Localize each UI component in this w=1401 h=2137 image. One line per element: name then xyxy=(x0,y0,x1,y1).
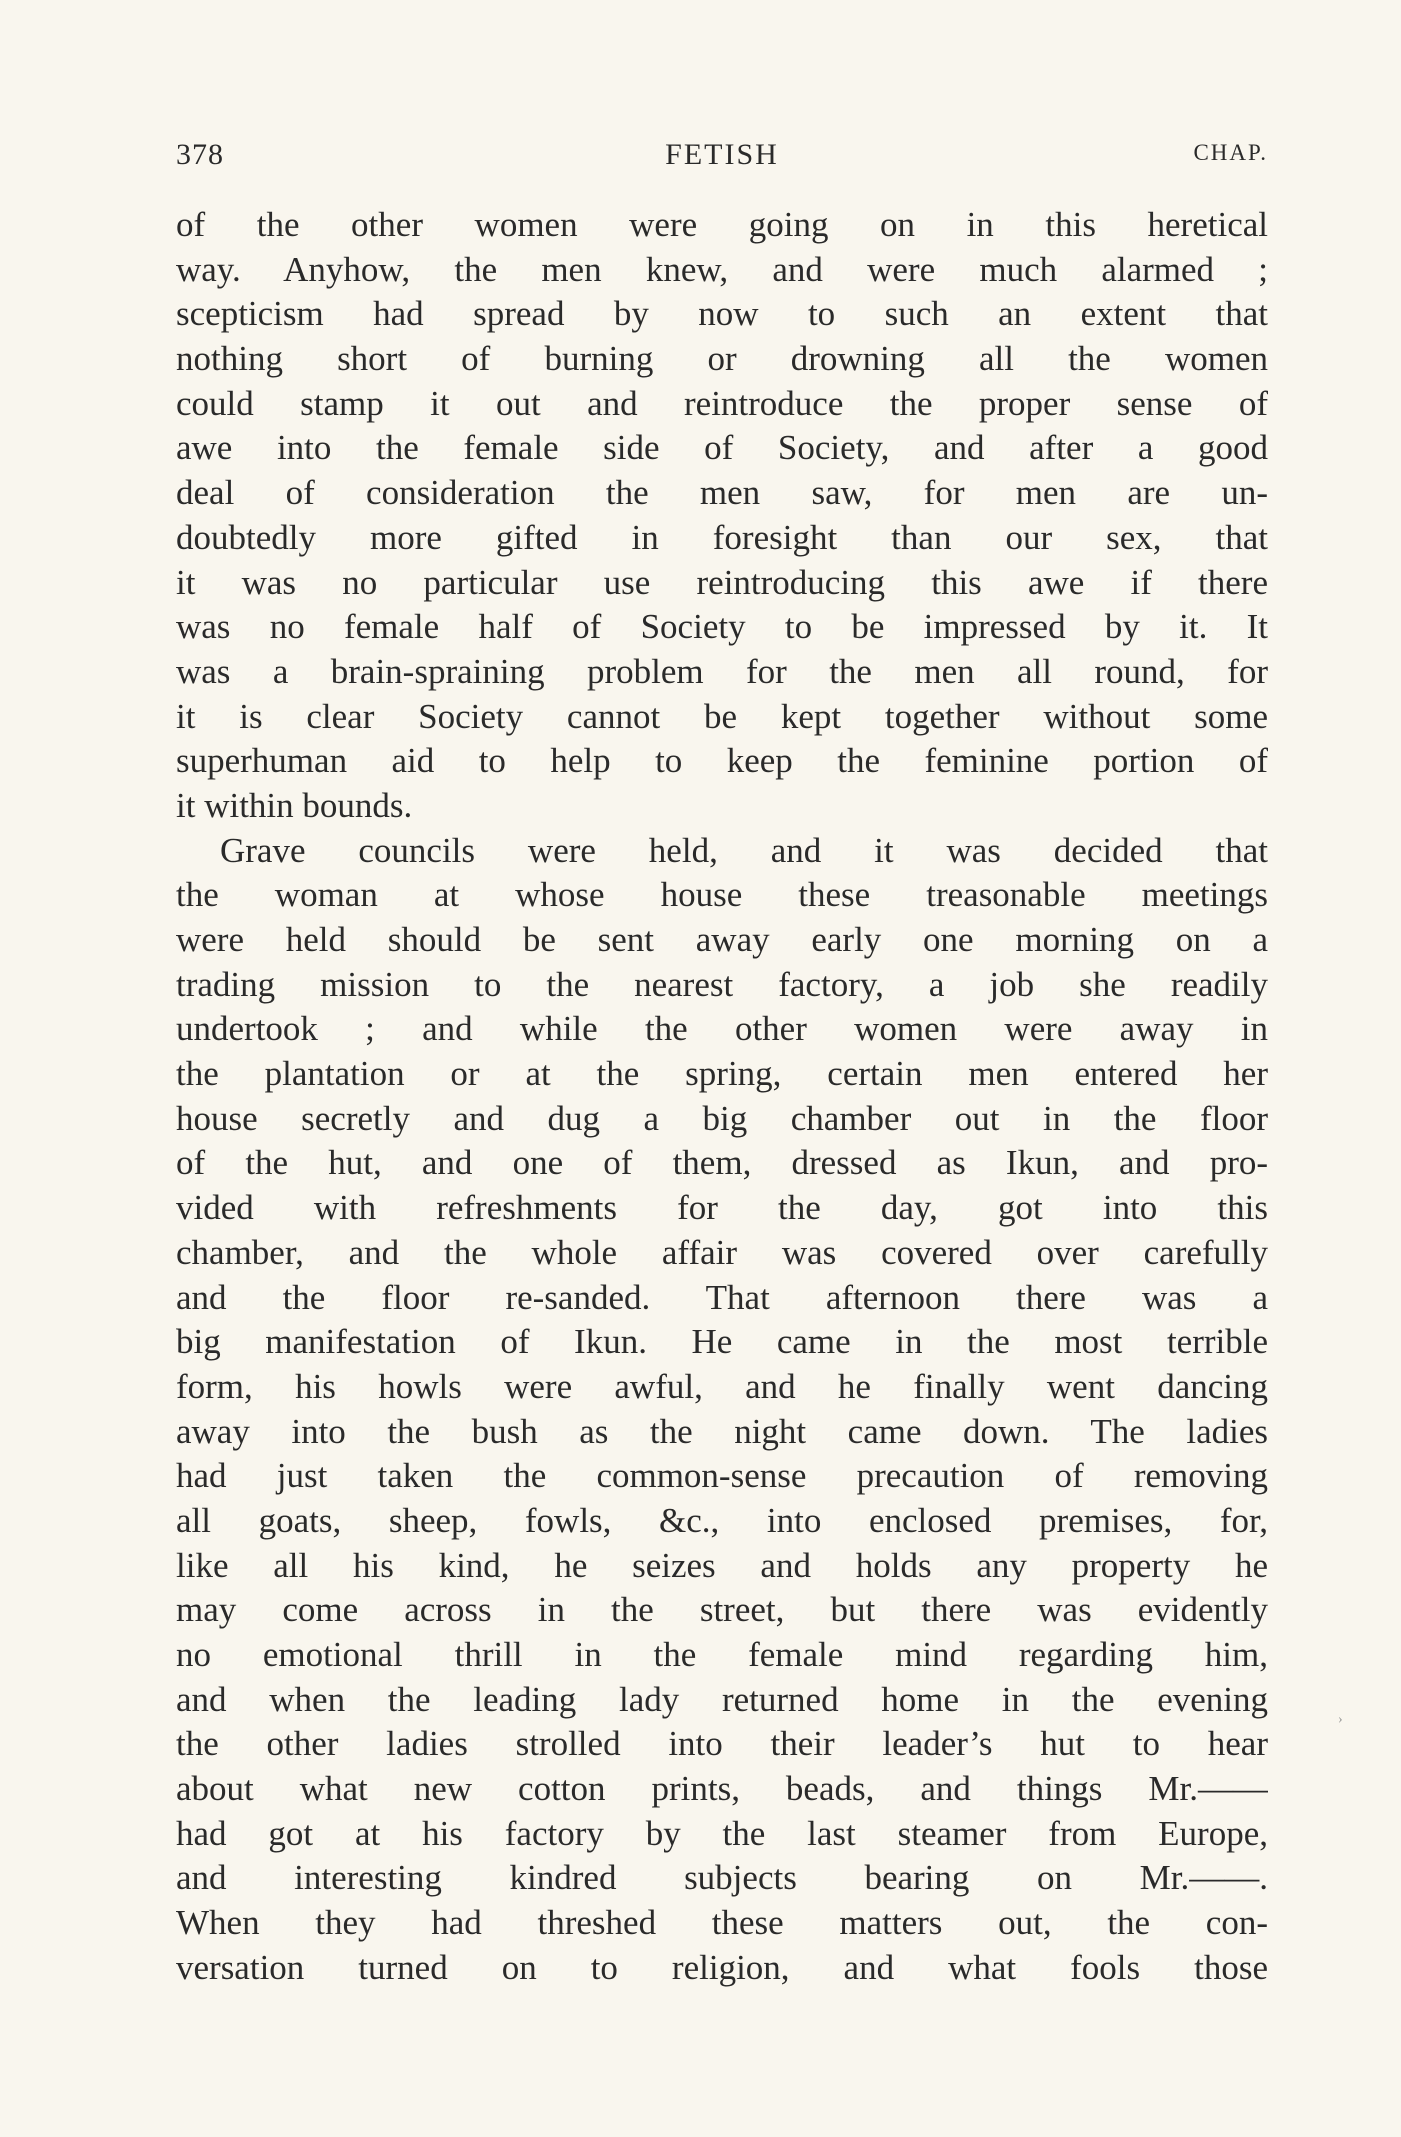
text-line: doubtedly more gifted in foresight than our sex, that xyxy=(176,517,1268,557)
text-line: vided with refreshments for the day, got into this xyxy=(176,1188,1268,1228)
text-line: chamber, and the whole affair was covered over carefully xyxy=(176,1232,1268,1272)
text-line: no emotional thrill in the female mind regarding him, xyxy=(176,1635,1268,1674)
text-line: the plantation or at the spring, certain men entered her xyxy=(176,1054,1268,1094)
text-line: and the floor re-sanded. That afternoon there was a xyxy=(176,1277,1268,1317)
text-line: it is clear Society cannot be kept together without some xyxy=(176,696,1268,736)
page-number: 378 xyxy=(176,138,224,171)
text-line: all goats, sheep, fowls, &c., into enclosed premises, for, xyxy=(176,1500,1268,1540)
running-header xyxy=(176,138,1268,178)
text-line: big manifestation of Ikun. He came in the most terrible xyxy=(176,1322,1268,1362)
text-line: were held should be sent away early one morning on a xyxy=(176,920,1268,959)
text-line: had just taken the common-sense precaution of removing xyxy=(176,1456,1268,1496)
text-line: nothing short of burning or drowning all the women xyxy=(176,339,1268,379)
chapter-abbreviation: CHAP. xyxy=(1193,140,1268,165)
paragraph-2 xyxy=(176,829,1268,1991)
running-title: FETISH xyxy=(665,138,779,171)
body-text xyxy=(176,203,1268,1991)
text-line: undertook ; and while the other women were away in xyxy=(176,1009,1268,1049)
text-line: and when the leading lady returned home in the evening xyxy=(176,1679,1268,1719)
text-line: it was no particular use reintroducing this awe if there xyxy=(176,562,1268,602)
text-line: house secretly and dug a big chamber out in the floor xyxy=(176,1098,1268,1138)
text-line: superhuman aid to help to keep the feminine portion of xyxy=(176,741,1268,781)
text-line: versation turned on to religion, and what fools those xyxy=(176,1947,1268,1987)
text-line: away into the bush as the night came down. The ladies xyxy=(176,1411,1268,1451)
text-line: was no female half of Society to be impressed by it. It xyxy=(176,607,1268,647)
text-line: could stamp it out and reintroduce the proper sense of xyxy=(176,383,1268,423)
text-line: of the hut, and one of them, dressed as Ikun, and pro- xyxy=(176,1143,1268,1183)
text-line: it within bounds. xyxy=(176,785,413,825)
text-line: about what new cotton prints, beads, and things Mr.—— xyxy=(176,1769,1268,1809)
text-line: was a brain-spraining problem for the men all round, for xyxy=(176,651,1268,691)
text-line: the other ladies strolled into their leader’s hut to hear xyxy=(176,1724,1268,1764)
text-line: scepticism had spread by now to such an extent that xyxy=(176,294,1268,334)
text-line: had got at his factory by the last steamer from Europe, xyxy=(176,1813,1268,1853)
text-line: When they had threshed these matters out, the con- xyxy=(176,1903,1268,1943)
text-line: form, his howls were awful, and he finally went dancing xyxy=(176,1366,1268,1406)
text-line: Grave councils were held, and it was decided that xyxy=(220,830,1268,870)
text-line: way. Anyhow, the men knew, and were much alarmed ; xyxy=(176,249,1268,289)
text-line: awe into the female side of Society, and after a good xyxy=(176,428,1268,468)
text-line: deal of consideration the men saw, for men are un- xyxy=(176,473,1268,513)
text-line: of the other women were going on in this heretical xyxy=(176,205,1268,244)
paragraph-1 xyxy=(176,203,1268,829)
margin-speck: › xyxy=(1338,1712,1343,1727)
text-line: and interesting kindred subjects bearing on Mr.——. xyxy=(176,1858,1268,1898)
text-line: trading mission to the nearest factory, a job she readily xyxy=(176,964,1268,1004)
text-line: like all his kind, he seizes and holds any property he xyxy=(176,1545,1268,1585)
text-line: may come across in the street, but there was evidently xyxy=(176,1590,1268,1630)
text-line: the woman at whose house these treasonable meetings xyxy=(176,875,1268,915)
